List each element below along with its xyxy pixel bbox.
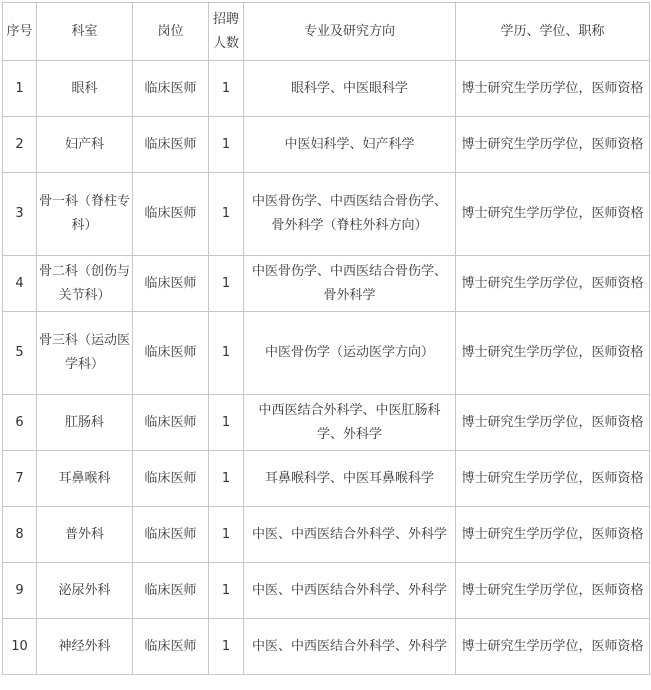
table-row	[3, 173, 650, 256]
table-row	[3, 507, 650, 563]
table-row	[3, 395, 650, 451]
cell-major: 中西医结合外科学、中医肛肠科学、外科学	[244, 395, 456, 451]
cell-no: 10	[3, 619, 37, 675]
cell-no: 2	[3, 117, 37, 173]
cell-major: 眼科学、中医眼科学	[244, 61, 456, 117]
header-major: 专业及研究方向	[244, 3, 456, 61]
cell-post: 临床医师	[133, 507, 209, 563]
cell-no: 9	[3, 563, 37, 619]
cell-degree: 博士研究生学历学位，医师资格	[456, 256, 650, 312]
header-dept: 科室	[37, 3, 133, 61]
cell-no: 4	[3, 256, 37, 312]
cell-degree: 博士研究生学历学位，医师资格	[456, 451, 650, 507]
cell-no: 8	[3, 507, 37, 563]
cell-post: 临床医师	[133, 395, 209, 451]
table-row	[3, 451, 650, 507]
cell-post: 临床医师	[133, 451, 209, 507]
cell-count: 1	[209, 451, 244, 507]
cell-post: 临床医师	[133, 619, 209, 675]
cell-no: 5	[3, 312, 37, 395]
cell-count: 1	[209, 173, 244, 256]
cell-count: 1	[209, 117, 244, 173]
header-count: 招聘人数	[209, 3, 244, 61]
cell-major: 中医、中西医结合外科学、外科学	[244, 619, 456, 675]
cell-dept: 骨一科（脊柱专科）	[37, 173, 133, 256]
header-post: 岗位	[133, 3, 209, 61]
cell-post: 临床医师	[133, 256, 209, 312]
cell-post: 临床医师	[133, 173, 209, 256]
cell-no: 1	[3, 61, 37, 117]
cell-major: 中医骨伤学、中西医结合骨伤学、骨外科学（脊柱外科方向）	[244, 173, 456, 256]
cell-major: 中医骨伤学（运动医学方向）	[244, 312, 456, 395]
cell-dept: 骨三科（运动医学科）	[37, 312, 133, 395]
cell-count: 1	[209, 619, 244, 675]
cell-post: 临床医师	[133, 117, 209, 173]
cell-no: 6	[3, 395, 37, 451]
cell-major: 中医、中西医结合外科学、外科学	[244, 563, 456, 619]
table-row	[3, 61, 650, 117]
cell-count: 1	[209, 256, 244, 312]
cell-dept: 眼科	[37, 61, 133, 117]
cell-dept: 普外科	[37, 507, 133, 563]
cell-major: 中医骨伤学、中西医结合骨伤学、骨外科学	[244, 256, 456, 312]
cell-major: 中医妇科学、妇产科学	[244, 117, 456, 173]
header-degree: 学历、学位、职称	[456, 3, 650, 61]
cell-major: 中医、中西医结合外科学、外科学	[244, 507, 456, 563]
cell-dept: 泌尿外科	[37, 563, 133, 619]
header-no: 序号	[3, 3, 37, 61]
cell-count: 1	[209, 312, 244, 395]
cell-degree: 博士研究生学历学位，医师资格	[456, 507, 650, 563]
cell-dept: 神经外科	[37, 619, 133, 675]
cell-degree: 博士研究生学历学位，医师资格	[456, 312, 650, 395]
cell-degree: 博士研究生学历学位，医师资格	[456, 117, 650, 173]
cell-degree: 博士研究生学历学位，医师资格	[456, 395, 650, 451]
cell-degree: 博士研究生学历学位，医师资格	[456, 61, 650, 117]
cell-degree: 博士研究生学历学位，医师资格	[456, 619, 650, 675]
cell-count: 1	[209, 507, 244, 563]
cell-post: 临床医师	[133, 563, 209, 619]
cell-count: 1	[209, 563, 244, 619]
cell-dept: 妇产科	[37, 117, 133, 173]
table-row	[3, 256, 650, 312]
cell-degree: 博士研究生学历学位，医师资格	[456, 173, 650, 256]
table-row	[3, 563, 650, 619]
cell-dept: 耳鼻喉科	[37, 451, 133, 507]
table-row	[3, 117, 650, 173]
table-header-row	[3, 3, 650, 61]
cell-count: 1	[209, 61, 244, 117]
table-row	[3, 619, 650, 675]
cell-post: 临床医师	[133, 312, 209, 395]
cell-dept: 肛肠科	[37, 395, 133, 451]
cell-major: 耳鼻喉科学、中医耳鼻喉科学	[244, 451, 456, 507]
cell-count: 1	[209, 395, 244, 451]
cell-no: 7	[3, 451, 37, 507]
table-row	[3, 312, 650, 395]
cell-post: 临床医师	[133, 61, 209, 117]
cell-degree: 博士研究生学历学位，医师资格	[456, 563, 650, 619]
cell-no: 3	[3, 173, 37, 256]
recruitment-table	[2, 2, 650, 675]
cell-dept: 骨二科（创伤与关节科）	[37, 256, 133, 312]
